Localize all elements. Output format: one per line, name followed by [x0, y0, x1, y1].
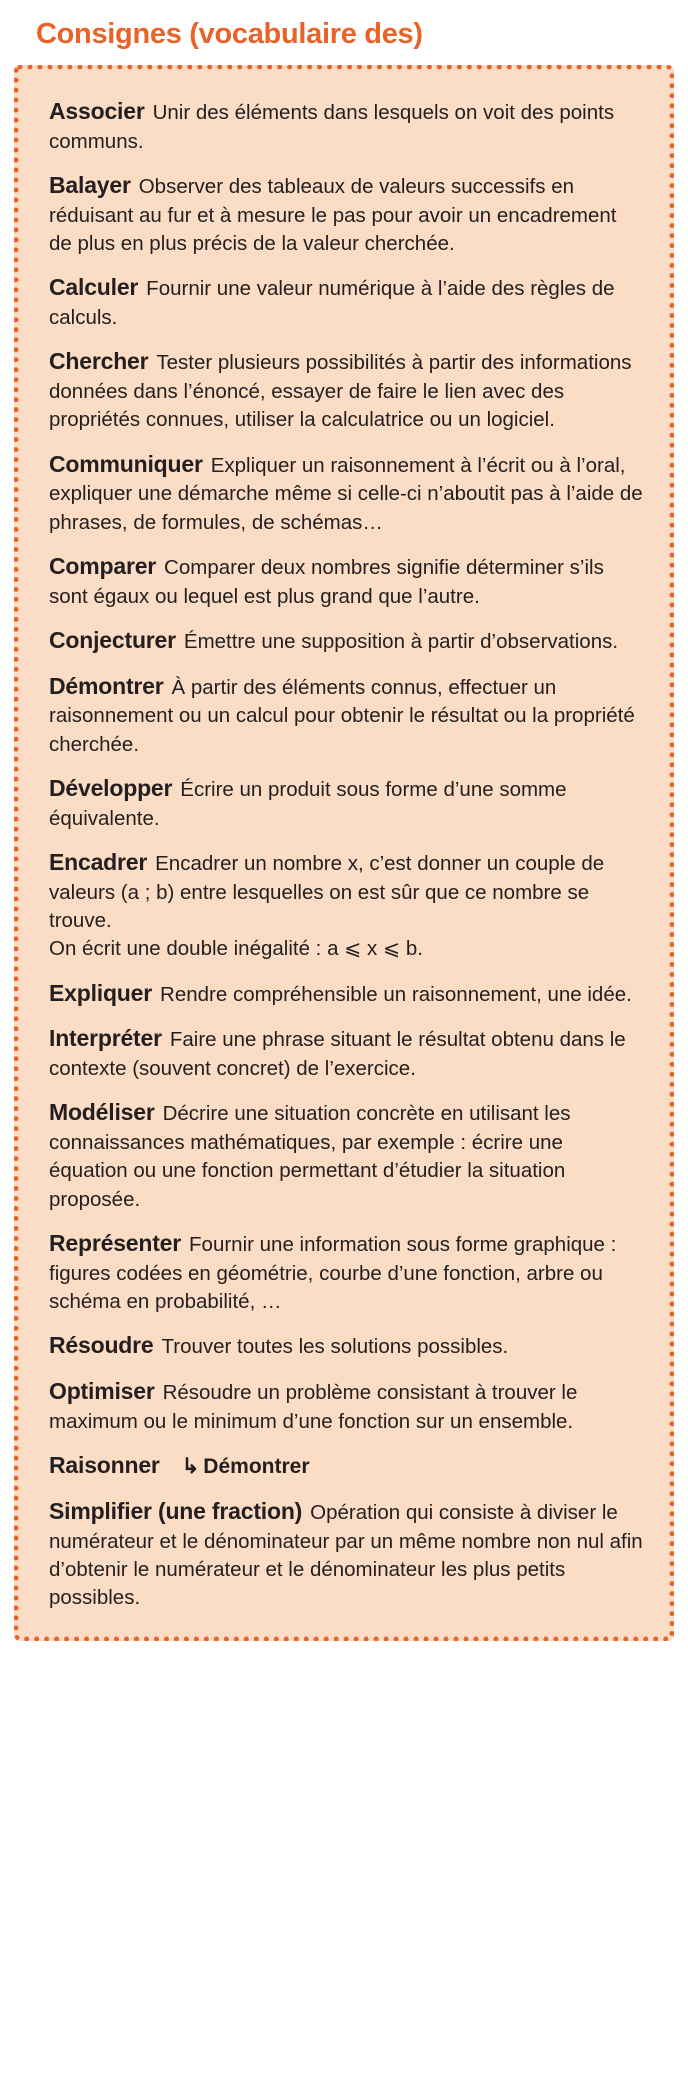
glossary-entry	[49, 978, 643, 1010]
glossary-definition: Fournir une valeur numérique à l’aide des règles de calculs.	[49, 277, 615, 330]
glossary-entry	[49, 449, 643, 537]
glossary-term: Simplifier (une fraction)	[49, 1497, 303, 1524]
glossary-term: Résoudre	[49, 1332, 154, 1359]
crossref-target[interactable]: Démontrer	[203, 1454, 310, 1478]
glossary-entry	[49, 96, 643, 156]
glossary-term: Représenter	[49, 1229, 182, 1256]
glossary-term: Développer	[49, 774, 173, 801]
glossary-entry	[49, 847, 643, 964]
glossary-entry	[49, 1496, 643, 1613]
glossary-entry	[49, 170, 643, 258]
glossary-definition: Fournir une information sous forme graphique : figures codées en géométrie, courbe d’une fonction, arbre ou schéma en probabilité, …	[49, 1232, 617, 1313]
glossary-term: Chercher	[49, 348, 149, 375]
page-title: Consignes (vocabulaire des)	[36, 18, 423, 50]
glossary-entry	[49, 1228, 643, 1316]
glossary-entry-crossref	[49, 1450, 643, 1482]
glossary-term: Raisonner	[49, 1451, 160, 1478]
crossref-arrow-icon: ↳	[181, 1454, 200, 1478]
glossary-term: Optimiser	[49, 1377, 155, 1404]
glossary-term: Démontrer	[49, 672, 164, 699]
glossary-entry	[49, 1097, 643, 1214]
glossary-term: Comparer	[49, 552, 157, 579]
glossary-entry	[49, 773, 643, 833]
glossary-definition: Émettre une supposition à partir d’observations.	[183, 629, 619, 653]
glossary-entry	[49, 346, 643, 434]
glossary-term: Calculer	[49, 274, 139, 301]
glossary-entry	[49, 625, 643, 657]
glossary-entry	[49, 1376, 643, 1436]
glossary-entry	[49, 1023, 643, 1083]
glossary-definition: Décrire une situation concrète en utilisant les connaissances mathématiques, par exemple : écrire une équation ou une fonction permettant d’étudier la situation proposée.	[49, 1102, 571, 1211]
glossary-definition: Comparer deux nombres signifie déterminer s’ils sont égaux ou lequel est plus grand que l’autre.	[49, 555, 604, 608]
glossary-definition: Résoudre un problème consistant à trouver le maximum ou le minimum d’une fonction sur un ensemble.	[49, 1380, 578, 1433]
glossary-definition: Trouver toutes les solutions possibles.	[161, 1335, 509, 1359]
glossary-definition: Observer des tableaux de valeurs successifs en réduisant au fur et à mesure le pas pour avoir un encadrement de plus en plus précis de la valeur cherchée.	[49, 175, 617, 256]
glossary-entry	[49, 1330, 643, 1362]
glossary-term: Communiquer	[49, 450, 203, 477]
glossary-definition: Faire une phrase situant le résultat obtenu dans le contexte (souvent concret) de l’exercice.	[49, 1028, 626, 1081]
glossary-definition: Unir des éléments dans lesquels on voit des points communs.	[49, 101, 615, 153]
glossary-entry	[49, 551, 643, 611]
glossary-term: Interpréter	[49, 1025, 162, 1052]
glossary-entry	[49, 272, 643, 332]
glossary-definition: Expliquer un raisonnement à l’écrit ou à l’oral, expliquer une démarche même si celle-ci n’aboutit pas à l’aide de phrases, de formules, de schémas…	[49, 453, 643, 534]
glossary-term: Associer	[49, 98, 145, 124]
glossary-definition: Rendre compréhensible un raisonnement, une idée.	[160, 982, 632, 1006]
glossary-definition: Opération qui consiste à diviser le numérateur et le dénominateur par un même nombre non nul afin d’obtenir le numérateur et le dénominateur les plus petits possibles.	[49, 1500, 643, 1610]
glossary-term: Conjecturer	[49, 626, 176, 653]
glossary-term: Modéliser	[49, 1099, 155, 1126]
glossary-entry	[49, 671, 643, 759]
glossary-definition-extra: On écrit une double inégalité : a ⩽ x ⩽ b.	[49, 937, 423, 961]
glossary-definition: Écrire un produit sous forme d’une somme équivalente.	[49, 777, 567, 830]
glossary-definition: Tester plusieurs possibilités à partir des informations données dans l’énoncé, essayer de faire le lien avec des propriétés connues, utiliser la calculatrice ou un logiciel.	[49, 351, 632, 432]
glossary-term: Expliquer	[49, 979, 153, 1006]
glossary-card	[14, 65, 674, 1641]
glossary-term: Encadrer	[49, 848, 148, 875]
glossary-term: Balayer	[49, 172, 131, 199]
glossary-definition: À partir des éléments connus, effectuer un raisonnement ou un calcul pour obtenir le résultat ou la propriété cherchée.	[49, 675, 635, 756]
glossary-definition: Encadrer un nombre x, c’est donner un couple de valeurs (a ; b) entre lesquelles on est sûr que ce nombre se trouve.	[49, 851, 605, 932]
